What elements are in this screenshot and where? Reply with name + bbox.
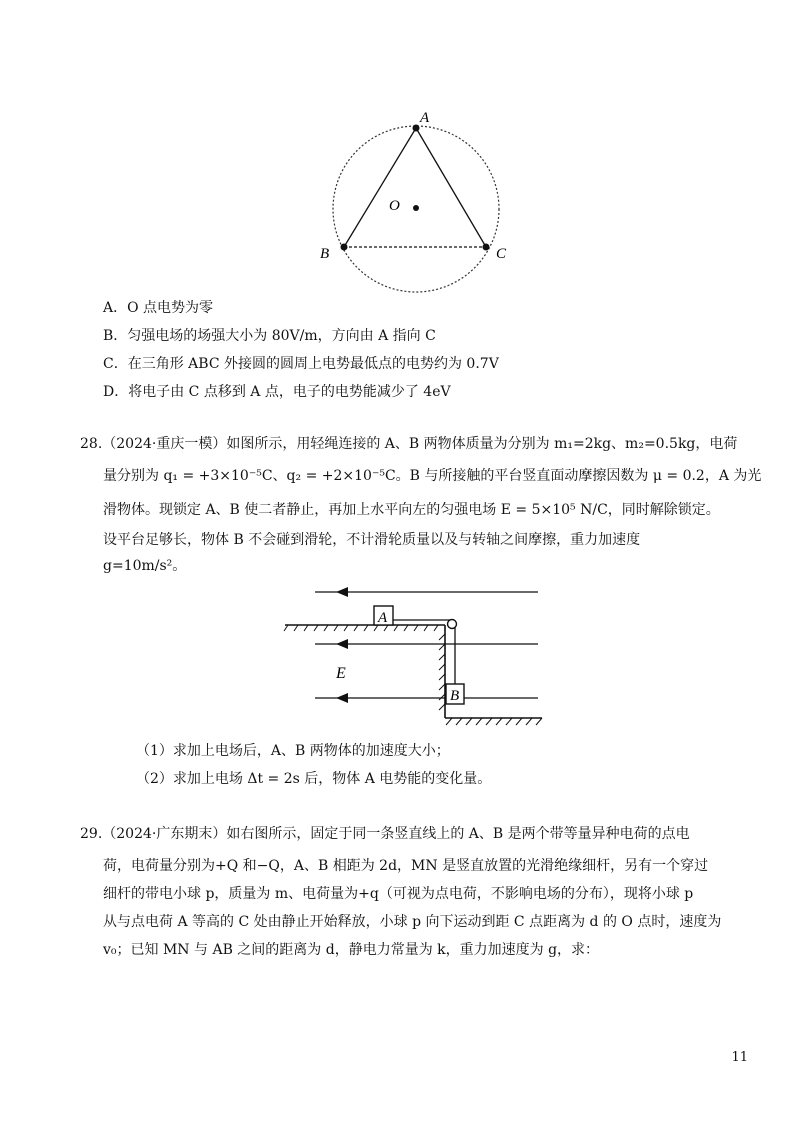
q28-line-3: 滑物体。现锁定 A、B 使二者静止，再加上水平向左的匀强电场 E = 5×10⁵ N/C，同时解除锁定。 (103, 502, 720, 518)
q29-line-4: 从与点电荷 A 等高的 C 处由静止开始释放，小球 p 向下运动到距 C 点距离为 d 的 O 点时，速度为 (103, 914, 722, 930)
side-AB (344, 128, 416, 247)
q28-line-1: 28.（2024·重庆一模）如图所示，用轻绳连接的 A、B 两物体质量为分别为 m₁=2kg、m₂=0.5kg，电荷 (80, 436, 738, 452)
q28-line-4: 设平台足够长，物体 B 不会碰到滑轮，不计滑轮质量以及与转轴之间摩擦，重力加速度 (103, 532, 641, 548)
q29-line-5: v₀；已知 MN 与 AB 之间的距离为 d，静电力常量为 k，重力加速度为 g，求： (103, 942, 600, 958)
label-A: A (420, 110, 430, 126)
q28-sub-1: （1）求加上电场后，A、B 两物体的加速度大小； (136, 743, 450, 759)
q29-line-3: 细杆的带电小球 p，质量为 m、电荷量为+q（可视为点电荷，不影响电场的分布），现将小球 p (103, 886, 694, 902)
label-O: O (389, 198, 400, 214)
q28-line-5: g=10m/s²。 (103, 558, 187, 574)
pulley (448, 620, 457, 629)
point-C (483, 244, 490, 251)
point-B (341, 244, 348, 251)
circle-triangle-figure (300, 105, 530, 295)
side-AC (416, 128, 486, 247)
block-B-label: B (450, 688, 460, 704)
option-a: A．O 点电势为零 (103, 300, 214, 316)
field-pulley-figure (280, 582, 550, 732)
point-O (413, 205, 419, 211)
field-arrow-3 (336, 693, 348, 703)
q29-line-1: 29.（2024·广东期末）如右图所示，固定于同一条竖直线上的 A、B 是两个带等量异种电荷的点电 (80, 826, 690, 842)
label-C: C (496, 246, 507, 262)
block-A-label: A (378, 610, 388, 626)
ground-hatching (446, 718, 542, 725)
point-A (413, 125, 420, 132)
label-B: B (320, 246, 330, 262)
field-arrow-1 (336, 587, 348, 597)
q29-line-2: 荷，电荷量分别为+Q 和−Q，A、B 相距为 2d，MN 是竖直放置的光滑绝缘细杆，另有一个穿过 (103, 858, 709, 874)
q28-line-2: 量分别为 q₁ = +3×10⁻⁵C、q₂ = +2×10⁻⁵C。B 与所接触的平台竖直面动摩擦因数为 μ = 0.2，A 为光 (103, 468, 762, 484)
option-b: B．匀强电场的场强大小为 80V/m，方向由 A 指向 C (103, 328, 436, 344)
page-number: 11 (731, 1050, 748, 1065)
option-c: C．在三角形 ABC 外接圆的圆周上电势最低点的电势约为 0.7V (103, 356, 499, 372)
field-arrow-2 (336, 639, 348, 649)
q28-sub-2: （2）求加上电场 Δt = 2s 后，物体 A 电势能的变化量。 (136, 771, 492, 787)
platform-hatching (284, 625, 438, 631)
option-d: D．将电子由 C 点移到 A 点，电子的电势能减少了 4eV (103, 384, 451, 400)
field-label-E: E (336, 665, 346, 682)
